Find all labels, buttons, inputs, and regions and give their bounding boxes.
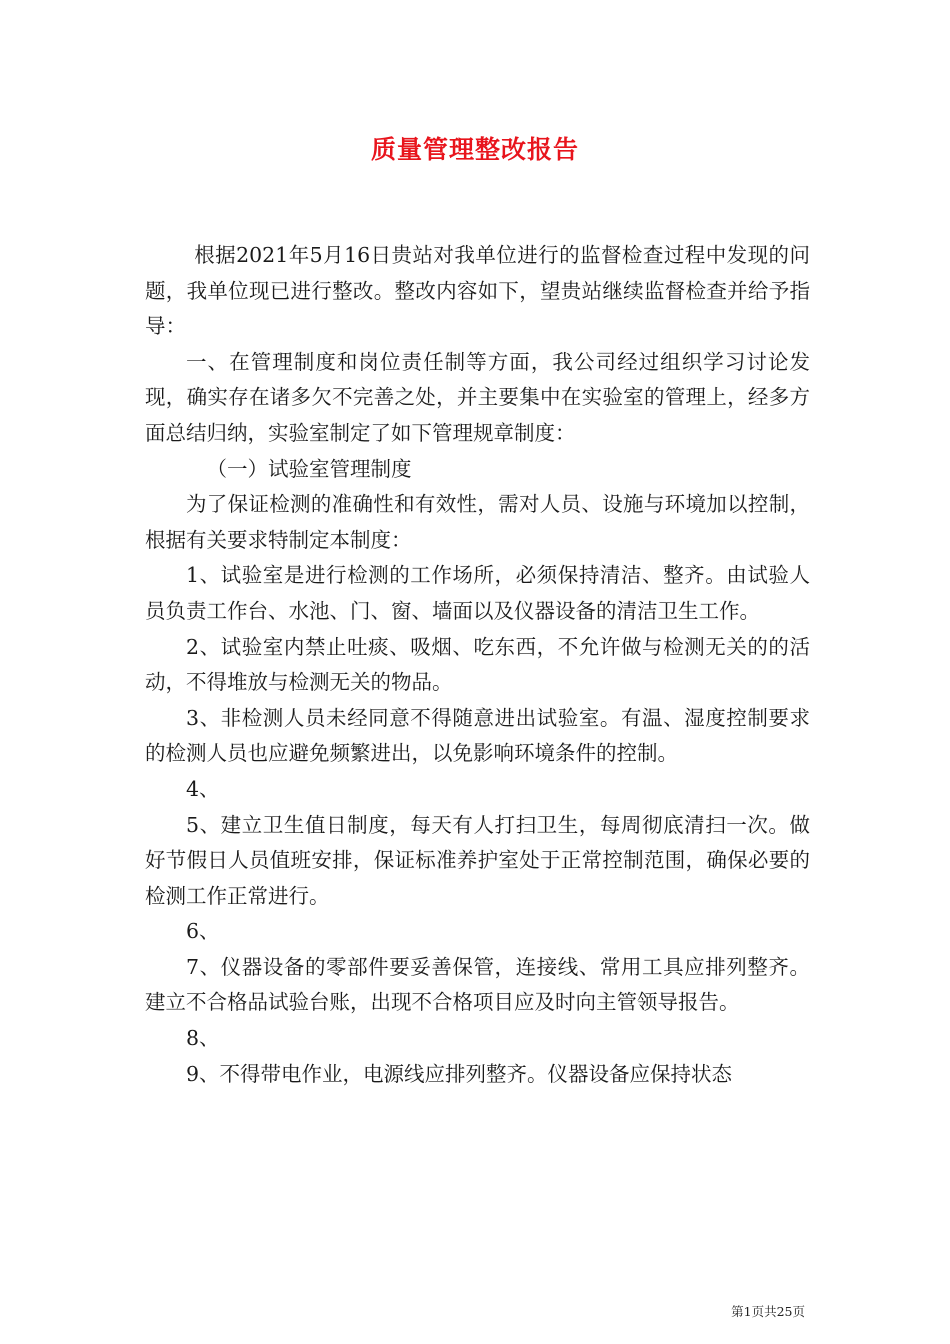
list-item-3: 3、非检测人员未经同意不得随意进出试验室。有温、湿度控制要求的检测人员也应避免频繁进出，以免影响环境条件的控制。	[145, 705, 810, 766]
list-item-5: 5、建立卫生值日制度，每天有人打扫卫生，每周彻底清扫一次。做好节假日人员值班安排，保证标准养护室处于正常控制范围，确保必要的检测工作正常进行。	[145, 812, 810, 908]
list-item-2: 2、试验室内禁止吐痰、吸烟、吃东西，不允许做与检测无关的的活动，不得堆放与检测无关的物品。	[145, 634, 810, 695]
list-item-6: 6、	[186, 919, 220, 944]
paragraph-purpose: 为了保证检测的准确性和有效性，需对人员、设施与环境加以控制，根据有关要求特制定本制度：	[145, 492, 810, 552]
paragraph-section-1: 一、在管理制度和岗位责任制等方面，我公司经过组织学习讨论发现，确实存在诸多欠不完善之处，并主要集中在实验室的管理上，经多方面总结归纳，实验室制定了如下管理规章制度：	[145, 349, 810, 445]
list-item-9: 9、不得带电作业，电源线应排列整齐。仪器设备应保持状态	[186, 1061, 733, 1086]
document-title: 质量管理整改报告	[370, 135, 579, 164]
paragraph-intro: 根据2021年5月16日贵站对我单位进行的监督检查过程中发现的问题，我单位现已进行整改。整改内容如下，望贵站继续监督检查并给予指导：	[145, 243, 810, 339]
list-item-4: 4、	[186, 776, 220, 801]
page-number: 第1页共25页	[731, 1304, 805, 1319]
paragraph-subheading: （一）试验室管理制度	[206, 456, 412, 481]
list-item-7: 7、仪器设备的零部件要妥善保管，连接线、常用工具应排列整齐。建立不合格品试验台账，出现不合格项目应及时向主管领导报告。	[145, 954, 810, 1015]
document-body	[145, 238, 810, 1092]
list-item-8: 8、	[186, 1026, 220, 1051]
list-item-1: 1、试验室是进行检测的工作场所，必须保持清洁、整齐。由试验人员负责工作台、水池、门、窗、墙面以及仪器设备的清洁卫生工作。	[145, 563, 810, 623]
